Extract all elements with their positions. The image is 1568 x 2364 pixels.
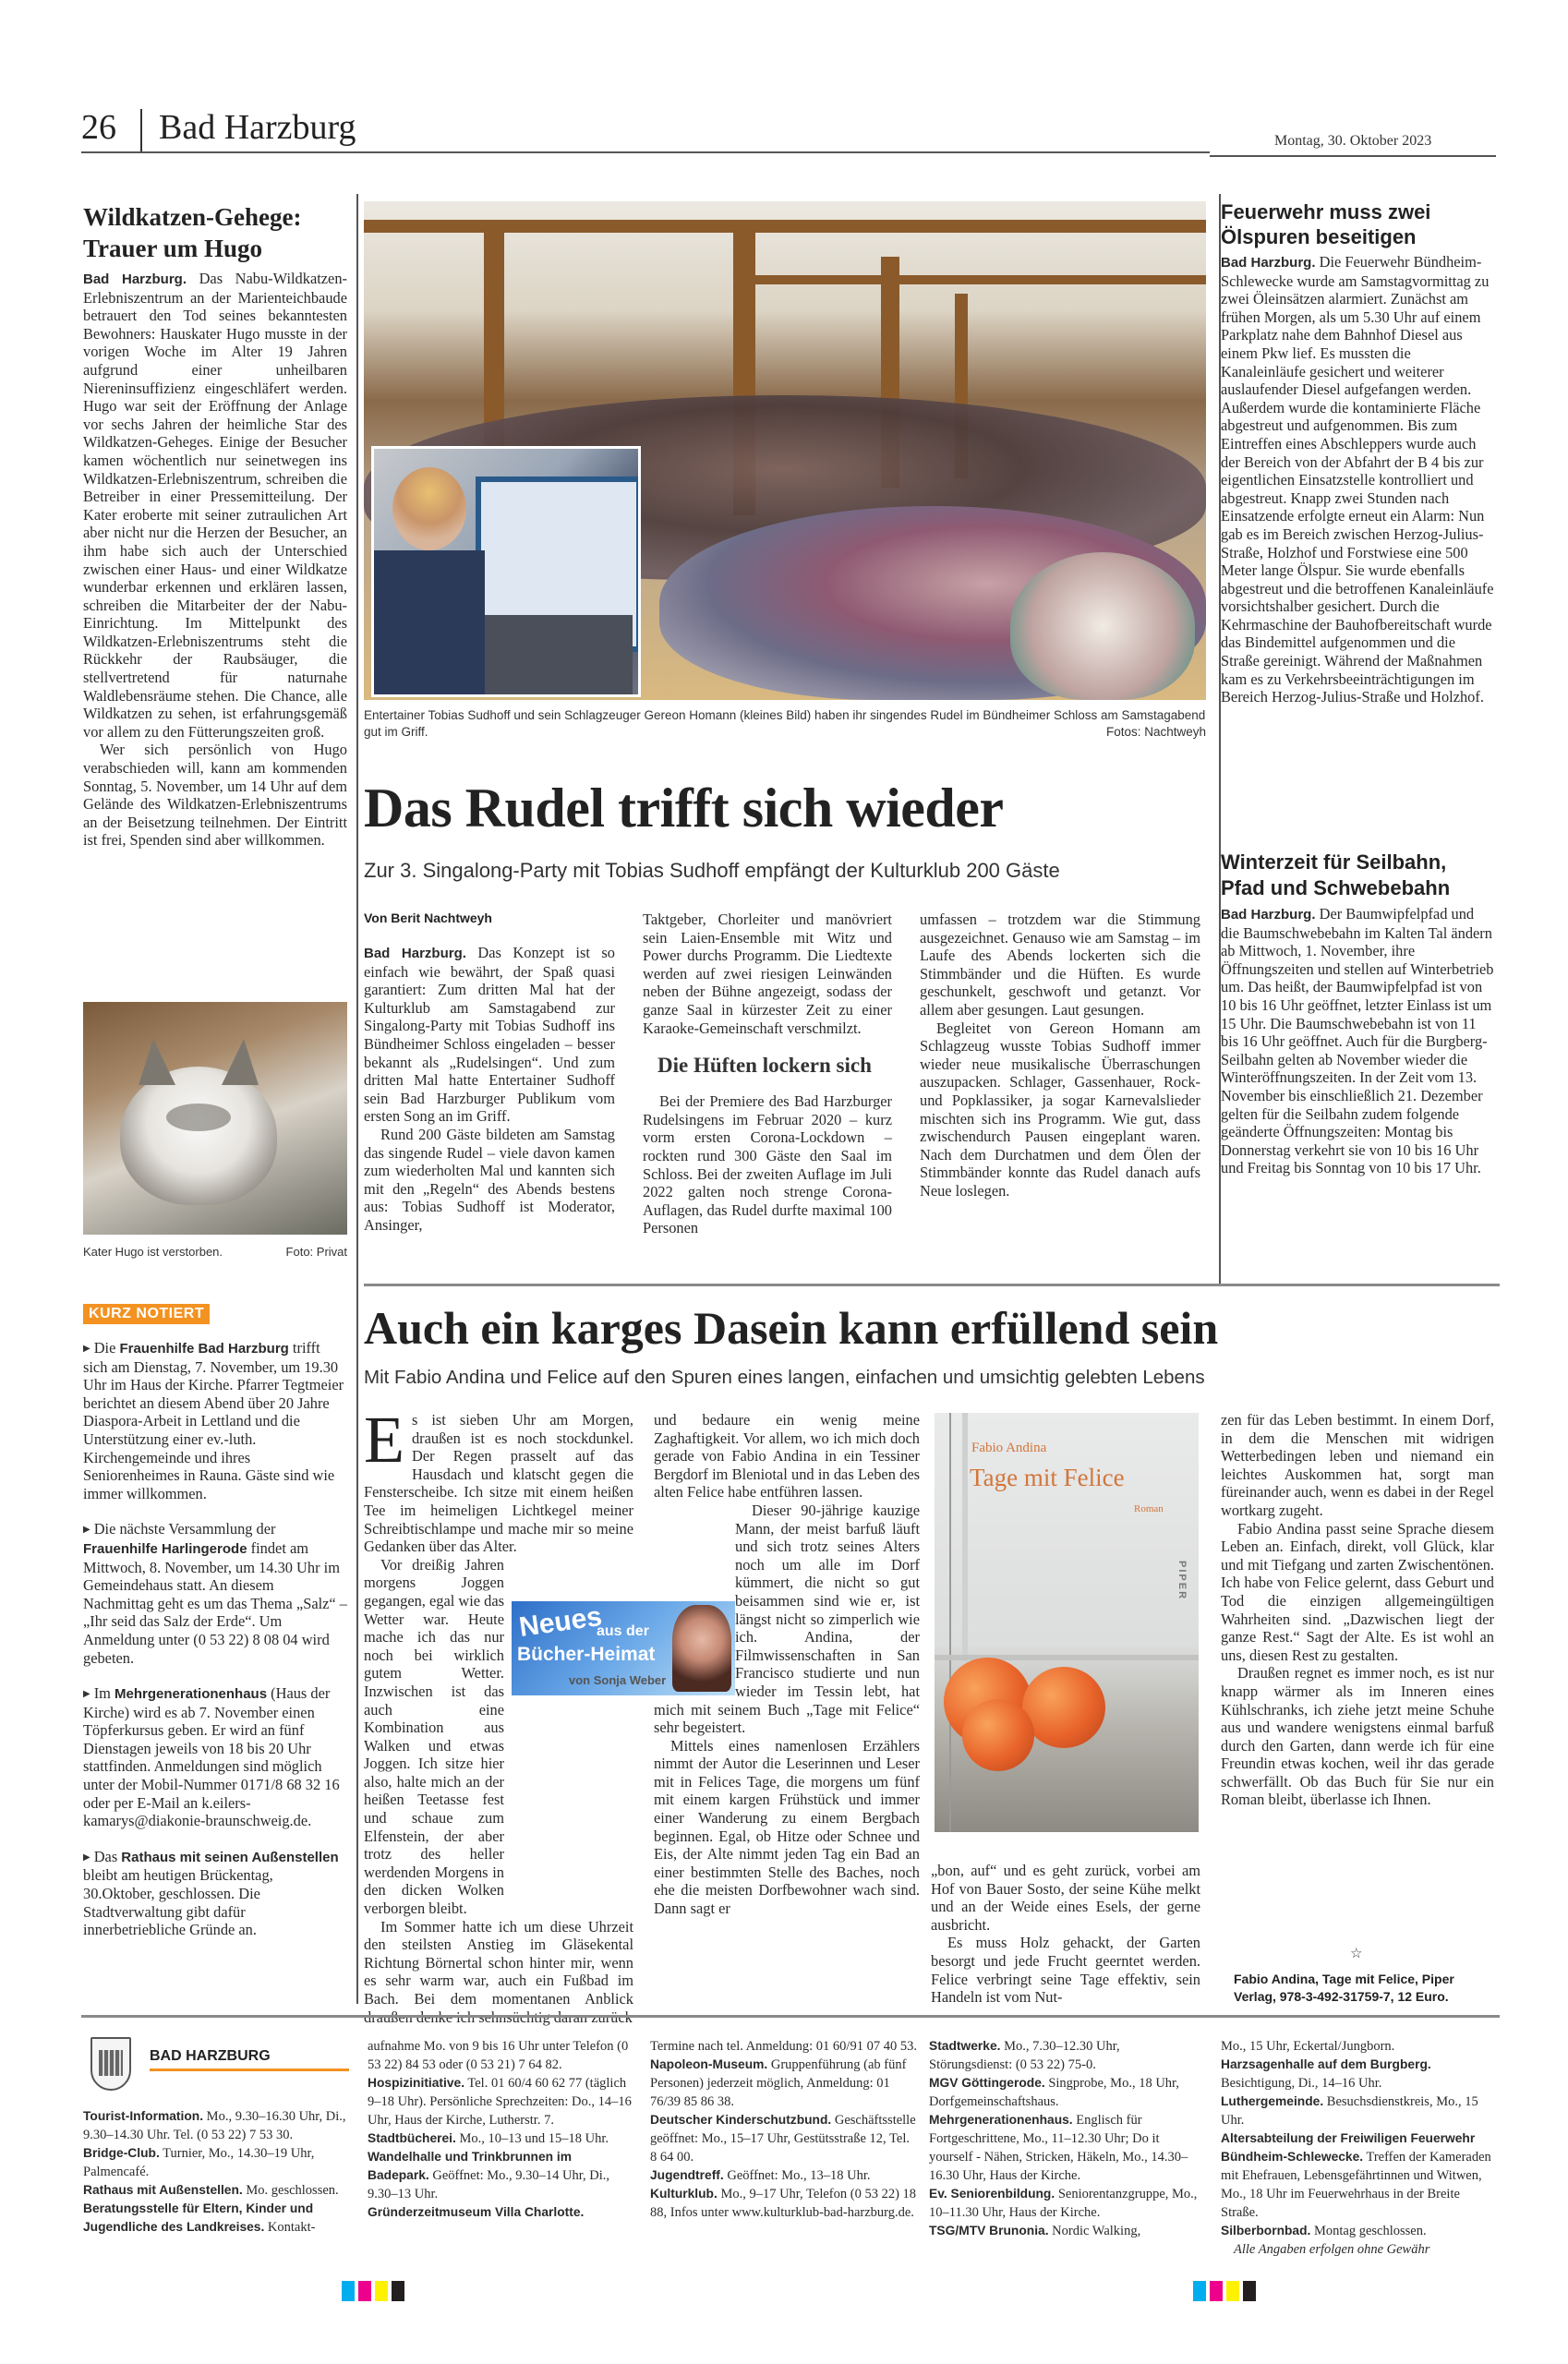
subheading: Die Hüften lockern sich	[657, 1054, 872, 1078]
item-text: findet am Mittwoch, 8. November, um 14.30 Uhr im Gemeindehaus statt. An diesem Nachmittag geht es um das Thema „Salz“ – „Ihr seid das Salz der Erde“. Um Anmeldung unter (0 53 22) 8 08 04 wird gebeten.	[83, 1538, 347, 1667]
kurz-notiert-badge: KURZ NOTIERT	[83, 1304, 210, 1324]
entry-name: Hospizinitiative.	[368, 2076, 465, 2090]
section-divider	[81, 2015, 1500, 2018]
paragraph: Es muss Holz gehackt, der Garten besorgt und jede Frucht geerntet werden. Felice verbringt seine Tage effektiv, sein Handeln ist vom Nut-	[931, 1934, 1200, 2007]
paragraph: Begleitet von Gereon Homann am Schlagzeug wusste Tobias Sudhoff immer wieder neue musikalische Überraschungen auszupacken. Schlager, Gassenhauer, Rock- und Popklassiker, ja sogar Karnevalslieder mischten sich ins Programm. Wie gut, dass zwischendurch Pausen eingeplant waren. Nach dem Durchatmen und dem Ölen der Stimmbänder konnte das Rudel danach aufs Neue loslegen.	[920, 1019, 1200, 1200]
entry-text: Mo., 10–13 und 15–18 Uhr.	[455, 2131, 609, 2146]
coat-of-arms-icon	[90, 2037, 131, 2091]
directory-entry	[929, 2074, 1206, 2111]
entry-text: Mo., 9.30–16.30 Uhr, Di., 9.30–14.30 Uhr. Tel. (0 53 22) 7 53 30.	[83, 2109, 346, 2142]
paragraph: Wer sich persönlich von Hugo verabschieden will, kann am kommenden Sonntag, 5. November, um 14 Uhr auf dem Gelände des Wildkatzen-Erlebniszentrums an der Beisetzung teilnehmen. Der Eintritt ist frei, Spenden sind aber willkommen.	[83, 741, 347, 850]
directory-entry	[1221, 2056, 1498, 2093]
paragraph: „bon, auf“ und es geht zurück, vorbei am Hof von Bauer Sosto, der seine Kühe melkt und an der Weide eines Esels, der gerne ausbricht.	[931, 1862, 1200, 1934]
color-swatch	[358, 2281, 371, 2301]
rudel-column-3	[920, 911, 1200, 1200]
paragraph: Das Konzept ist so einfach wie bewährt, der Spaß quasi garantiert: Zum dritten Mal hat der Kulturklub am Samstagabend zur Singalong-Party mit Tobias Sudhoff ins Bündheimer Schloss eingeladen – besser bekannt als „Rudelsingen“. Und zum dritten Mal hatte Entertainer Sudhoff sein Bad Harzburger Publikum vom ersten Song an im Griff.	[364, 944, 615, 1126]
directory-entry	[1221, 2037, 1498, 2056]
header-separator	[140, 109, 142, 151]
triangle-bullet-icon: ▶	[83, 1851, 90, 1863]
directory-column-1	[83, 2107, 351, 2237]
photo-credit: Fotos: Nachtweyh	[1105, 725, 1206, 739]
photo-credit: Foto: Privat	[285, 1245, 347, 1259]
directory-column-2	[368, 2037, 635, 2222]
item-highlight: Frauenhilfe Harlingerode	[83, 1540, 247, 1557]
paragraph: Fabio Andina passt seine Sprache diesem Leben an. Einfach, direkt, voll Glück, klar und mit Tiefgang und zarten Zwischentönen. Ich habe von Felice gelernt, dass Geburt und Tod die einzigen allgemeingültigen Wahrheiten sind. „Dazwischen liegt der ganze Rest.“ Sagt der Alte. Es ist wohl an uns, diesen Rest zu gestalten.	[1221, 1519, 1494, 1664]
color-swatch	[375, 2281, 388, 2301]
directory-entry	[83, 2200, 351, 2237]
directory-entry	[929, 2037, 1206, 2074]
column-badge-neues-aus-der-buecher-heimat	[512, 1601, 735, 1695]
item-text: Die	[93, 1339, 120, 1357]
entry-name: Gründerzeitmuseum Villa Charlotte.	[368, 2205, 585, 2219]
entry-text: Montag geschlossen.	[1310, 2224, 1427, 2238]
caption-text: Entertainer Tobias Sudhoff und sein Schlagzeuger Gereon Homann (kleines Bild) haben ihr singendes Rudel im Bündheimer Schloss am Samstagabend gut im Griff.	[364, 708, 1206, 739]
directory-column-4	[929, 2037, 1206, 2240]
entry-text: Termine nach tel. Anmeldung: 01 60/91 07 40 53.	[650, 2039, 917, 2054]
caption-text: Kater Hugo ist verstorben.	[83, 1245, 223, 1259]
directory-entry	[929, 2185, 1206, 2222]
list-item	[83, 1848, 347, 1939]
directory-entry	[368, 2037, 635, 2074]
directory-entry	[368, 2074, 635, 2129]
persimmon	[1022, 1667, 1105, 1748]
directory-column-5	[1221, 2037, 1498, 2259]
byline: Von Berit Nachtweyh	[364, 911, 492, 925]
entry-text: Singprobe, Mo., 18 Uhr, Dorfgemeinschaftshaus.	[929, 2076, 1179, 2109]
entry-name: Wandelhalle und Trinkbrunnen im Badepark.	[368, 2150, 573, 2182]
author-portrait	[672, 1605, 731, 1692]
winter-article-body	[1221, 905, 1494, 1177]
entry-name: Ev. Seniorenbildung.	[929, 2187, 1055, 2201]
entry-name: Napoleon-Museum.	[650, 2057, 768, 2071]
directory-entry	[368, 2148, 635, 2203]
entry-text: Mo., 15 Uhr, Eckertal/Jungborn.	[1221, 2039, 1395, 2054]
rudel-column-1	[364, 944, 615, 1235]
entry-name: Kulturklub.	[650, 2187, 718, 2201]
book-info: Fabio Andina, Tage mit Felice, Piper Verlag, 978-3-492-31759-7, 12 Euro.	[1234, 1972, 1454, 2004]
triangle-bullet-icon: ▶	[83, 1525, 90, 1536]
directory-entry	[1221, 2129, 1498, 2222]
star-separator-icon: ☆	[1350, 1945, 1363, 1961]
winter-article-title: Winterzeit für Seilbahn, Pfad und Schwebebahn	[1221, 850, 1451, 899]
color-swatch	[342, 2281, 355, 2301]
paragraph: Im Sommer hatte ich um diese Uhrzeit den steilsten Anstieg im Gläsekental Richtung Börnertal schon hinter mir, wenn es sehr warm war, auch ein Fußbad im Bach. Bei dem momentanen Anblick	[364, 1917, 633, 2008]
paragraph: Mittels eines namenlosen Erzählers nimmt der Autor die Leserinnen und Leser mit in Felices Tage, die morgens um fünf mit einem kargen Frühstück und immer einer Wanderung zu einem Bergbach beginnen. Egal, ob Hitze oder Schnee und Eis, der Alte nimmt jeden Tag ein Bad an einer bestimmten Stelle des Baches, noch ehe die meisten Dorfbewohner wach sind. Dann sagt er	[654, 1736, 920, 1918]
cover-author: Fabio Andina	[971, 1441, 1047, 1455]
badge-heimat: Bücher-Heimat	[517, 1644, 656, 1665]
paragraph: und bedaure ein wenig meine Zaghaftigkeit. Vor allem, wo ich mich doch gerade von Fabio Andina in ein Tessiner Bergdorf im Bleniotal und in das Leben des alten Felice habe entführen lassen.	[654, 1411, 920, 1502]
entry-text: Gruppenführung (ab fünf Personen) jederzeit möglich, Anmeldung: 01 76/39 85 86 38.	[650, 2057, 907, 2109]
entry-name: TSG/MTV Brunonia.	[929, 2224, 1049, 2237]
book-cover	[935, 1413, 1199, 1832]
badge-word: Neues	[517, 1601, 604, 1644]
paragraph: zen für das Leben bestimmt. In einem Dorf, in dem die Menschen mit widrigen Wetterbedingen leben und niemand ein leichtes Auskommen hat, sorgt man füreinander auch, wenn es dabei in der Regel wortkarg zugeht.	[1221, 1411, 1494, 1519]
entry-name: Altersabteilung der Freiwiligen Feuerwehr Bündheim-Schlewecke.	[1221, 2131, 1476, 2164]
print-color-marks	[1193, 2281, 1256, 2301]
color-swatch	[1193, 2281, 1206, 2301]
paragraph: Die Feuerwehr Bündheim-Schlewecke wurde am Samstagvormittag zu zwei Öleinsätzen alarmiert. Zunächst am frühen Morgen, als um 5.30 Uhr auf einem Parkplatz nahe dem Bahnhof Diesel aus einem Pkw lief. Es mussten die Kanaleinläufe gesichert und weiterer auslaufender Diesel aufgefangen werden. Außerdem wurde die kontaminierte Fläche abgestreut und aufgenommen. Bis zum Eintreffen eines Abschleppers wurde auch der Bereich von der Abfahrt der B 4 bis zur eigentlichen Einsatzstelle kontrolliert und abgestreut. Knapp zwei Stunden nach Einsatzende erfolgte erneut ein Alarm: Nun gab es im Bereich zwischen Herzog-Julius-Straße, Holzhof und Forstwiese eine 500 Meter lange Ölspur. Sie wurde ebenfalls abgestreut und die betroffenen Kanaleinläufe vorsichtshalber gesichert. Durch die Kehrmaschine der Bauhofbereitschaft wurde das Bindemittel aufgenommen und die Straße gereinigt. Während der Maßnahmen kam es zu Verkehrsbeeinträchtigungen im Bereich Herzog-Julius-Straße und Holzhof.	[1221, 253, 1494, 706]
cat-hugo-photo	[83, 1002, 347, 1235]
entry-text: Kontakt-	[264, 2220, 316, 2235]
page-number: 26	[81, 108, 116, 147]
directory-column-3	[650, 2037, 918, 2222]
rudel-article-title: Das Rudel trifft sich wieder	[364, 778, 1004, 838]
triangle-bullet-icon: ▶	[83, 1344, 90, 1354]
entry-text: Treffen der Kameraden mit Ehefrauen, Lebensgefährtinnen und Witwen, Mo., 18 Uhr im Feuerwehrhaus in der Breite Straße.	[1221, 2150, 1491, 2220]
entry-name: Deutscher Kinderschutzbund.	[650, 2113, 832, 2127]
feuerwehr-article-title: Feuerwehr muss zwei Ölspuren beseitigen	[1221, 200, 1431, 248]
entry-text: Besichtigung, Di., 14–16 Uhr.	[1221, 2076, 1382, 2091]
list-item	[83, 1684, 347, 1830]
color-swatch	[1210, 2281, 1223, 2301]
paragraph: Bei der Premiere des Bad Harzburger Rudelsingens im Februar 2020 – kurz vorm ersten Corona-Lockdown – rockten rund 300 Gäste den Saal im Schloss. Bei der zweiten Auflage im Juli 2022 galten noch strenge Corona-Auflagen, das Rudel durfte maximal 100 Personen	[643, 1092, 892, 1237]
book-article-title: Auch ein karges Dasein kann erfüllend sein	[364, 1302, 1219, 1354]
cover-genre: Roman	[1134, 1503, 1164, 1514]
directory-entry	[929, 2111, 1206, 2185]
hugo-article-body	[83, 270, 347, 850]
list-item	[83, 1520, 347, 1667]
entry-name: MGV Göttingerode.	[929, 2076, 1045, 2090]
rudel-article-subtitle: Zur 3. Singalong-Party mit Tobias Sudhoff empfängt der Kulturklub 200 Gäste	[364, 859, 1060, 882]
color-swatch	[1226, 2281, 1239, 2301]
directory-entry	[1221, 2222, 1498, 2240]
entry-name: Jugendtreff.	[650, 2168, 724, 2182]
entry-text: Englisch für Fortgeschrittene, Mo., 11–12.30 Uhr; Do it yourself - Nähen, Stricken, Häkeln, Mo., 14.30–16.30 Uhr, Haus der Kirche.	[929, 2113, 1188, 2183]
column-divider	[356, 194, 358, 2004]
book-article-subtitle: Mit Fabio Andina und Felice auf den Spuren eines langen, einfachen und umsichtig gelebten Lebens	[364, 1367, 1205, 1388]
badge-aus: aus der	[597, 1623, 649, 1639]
paragraph: Rund 200 Gäste bildeten am Samstag das singende Rudel – viele davon kamen zum wiederholten Mal und kannten sich mit den „Regeln“ des Abends bestens aus: Tobias Sudhoff ist Moderator, Ansinger,	[364, 1125, 615, 1234]
entry-text: Mo., 7.30–12.30 Uhr, Störungsdienst: (0 53 22) 75-0.	[929, 2039, 1120, 2072]
persimmon	[962, 1699, 1034, 1771]
directory-entry	[368, 2203, 635, 2222]
directory-entry	[650, 2166, 918, 2185]
directory-title-underline	[150, 2068, 349, 2071]
book-column-4	[1221, 1411, 1494, 1809]
entry-name: Luthergemeinde.	[1221, 2094, 1324, 2108]
directory-entry	[83, 2144, 351, 2181]
entry-text: Nordic Walking,	[1048, 2224, 1141, 2238]
color-swatch	[392, 2281, 404, 2301]
book-column-1	[364, 1403, 633, 2026]
entry-text: aufnahme Mo. von 9 bis 16 Uhr unter Telefon (0 53 22) 84 53 oder (0 53 21) 7 64 82.	[368, 2039, 629, 2072]
list-item	[83, 1339, 347, 1502]
cat-photo-caption	[83, 1245, 347, 1259]
entry-name: Beratungsstelle für Eltern, Kinder und Jugendliche des Landkreises.	[83, 2201, 314, 2234]
issue-date: Montag, 30. Oktober 2023	[1274, 133, 1432, 149]
item-text: Im	[93, 1684, 115, 1703]
ceiling-beam	[733, 275, 1206, 284]
entry-name: Rathaus mit Außenstellen.	[83, 2183, 243, 2197]
dateline: Bad Harzburg.	[83, 271, 187, 287]
directory-entry	[650, 2056, 918, 2111]
paragraph: Dieser 90-jährige kauzige Mann, der meist barfuß läuft und sich trotz seines Alters noch um alle im Dorf kümmert, die nicht so gut beisammen sind wie er, ist längst nicht so zimperlich wie ich. Andina, der Filmwissenschaften in San Francisco studierte und nun wieder im Tessin lebt, hat mich mit seinem Buch „Tage mit Felice“ sehr begeistert.	[654, 1501, 920, 1737]
directory-entry	[1221, 2093, 1498, 2129]
item-text: bleibt am heutigen Brückentag, 30.Oktober, geschlossen. Die Stadtverwaltung gibt dafür innerbetriebliche Gründe an.	[83, 1866, 273, 1939]
triangle-bullet-icon: ▶	[83, 1689, 90, 1700]
color-swatch	[1243, 2281, 1256, 2301]
header-rule-right	[1210, 155, 1496, 157]
entry-name: Mehrgenerationenhaus.	[929, 2113, 1073, 2127]
book-column-3	[931, 1862, 1200, 2007]
rudelsingen-photo	[364, 201, 1206, 700]
entry-text: Geöffnet: Mo., 13–18 Uhr.	[723, 2168, 871, 2183]
cover-title: Tage mit Felice	[970, 1464, 1125, 1491]
feuerwehr-article-body	[1221, 253, 1494, 706]
drop-cap: E	[364, 1403, 404, 1477]
disclaimer: Alle Angaben erfolgen ohne Gewähr	[1234, 2242, 1430, 2257]
section-divider	[364, 1284, 1500, 1286]
dateline: Bad Harzburg.	[1221, 255, 1316, 271]
directory-entry	[83, 2181, 351, 2200]
entry-text: Seniorentanzgruppe, Mo., 10–11.30 Uhr, Haus der Kirche.	[929, 2187, 1198, 2220]
paragraph: Das Nabu-Wildkatzen-Erlebniszentrum an der Marienteichbaude betrauert den Tod seines bekanntesten Bewohners: Hauskater Hugo musste in der vorigen Woche im Alter 19 Jahren aufgrund einer unheilbaren Niereninsuffizienz eingeschläfert werden. Hugo war seit der Eröffnung der Anlage vor sechs Jahren der heimliche Star des Wildkatzen-Geheges. Einige der Besucher kamen wöchentlich nur seinetwegen ins Wildkatzen-Erlebniszentrum, schreiben die Betreiber in einer Pressemitteilung. Der Kater eroberte mit seiner zutraulichen Art aber nicht nur die Herzen der Besucher, an ihm habe sich auch der Unterschied zwischen einer Haus- und einer Wildkatze wunderbar erkennen und erklären lassen, schreiben die Mitarbeiter der der Nabu-Einrichtung. Im Mittelpunkt des Wildkatzen-Erlebniszentrums steht die Rückkehr der Raubsäuger, die stellvertretend für naturnahe Waldlebensräume stehen. Die Chance, alle Wildkatzen zu sehen, ist erfahrungsgemäß vor allem zu den Fütterungszeiten groß.	[83, 270, 347, 741]
item-highlight: Mehrgenerationenhaus	[115, 1686, 268, 1703]
kurz-notiert-list	[83, 1339, 347, 1957]
badge-author: von Sonja Weber	[569, 1673, 667, 1687]
entry-name: Harzsagenhalle auf dem Burgberg.	[1221, 2057, 1431, 2071]
entry-text: Geschäftsstelle geöffnet: Mo., 15–17 Uhr, Gestütsstraße 12, Tel. 8 64 00.	[650, 2113, 916, 2165]
dateline: Bad Harzburg.	[364, 946, 466, 961]
inset-photo-entertainer	[371, 446, 641, 697]
paragraph: umfassen – trotzdem war die Stimmung ausgezeichnet. Genauso wie am Samstag – im Laufe des Abends lockerten sich die Stimmbänder und die Hüften. Es wurde geschunkelt, geschwoft und getanzt. Vor allem aber gesungen. Laut gesungen.	[920, 911, 1200, 1019]
paragraph: Taktgeber, Chorleiter und manövriert sein Laien-Ensemble mit Witz und Power durchs Programm. Die Liedtexte werden auf zwei riesigen Leinwänden neben der Bühne angezeigt, sodass der ganze Saal in kürzester Zeit zu einer Karaoke-Gemeinschaft verschmilzt.	[643, 911, 892, 1037]
paragraph: Der Baumwipfelpfad und die Baumschwebebahn im Kalten Tal ändern ab Mittwoch, 1. November, ihre Öffnungszeiten und stellen auf Winterbetrieb um. Das heißt, der Baumwipfelpfad ist von 10 bis 16 Uhr geöffnet, letzter Einlass ist um 15 Uhr. Die Baumschwebebahn ist von 11 bis 16 Uhr geöffnet. Auch für die Burgberg-Seilbahn gelten ab November wieder die Winteröffnungszeiten. In der Zeit vom 13. November bis einschließlich 21. Dezember gelten für die Seilbahn zudem folgende geänderte Öffnungszeiten: Montag bis Donnerstag verkehrt sie von 10 bis 16 Uhr und Freitag bis Sonntag von 10 bis 17 Uhr.	[1221, 905, 1494, 1177]
directory-entry	[368, 2129, 635, 2148]
section-title: Bad Harzburg	[159, 108, 356, 147]
item-text: Die nächste Versammlung der	[93, 1520, 276, 1538]
dateline: Bad Harzburg.	[1221, 907, 1316, 923]
entry-text: Mo. geschlossen.	[242, 2183, 339, 2198]
entry-text: Mo., 9–17 Uhr, Telefon (0 53 22) 18 88, Infos unter www.kulturklub-bad-harzburg.de.	[650, 2187, 917, 2220]
entry-name: Stadtwerke.	[929, 2039, 1001, 2053]
item-text: (Haus der Kirche) wird es ab 7. November einen Töpferkursus geben. Er wird an fünf Dienstagen jeweils von 18 bis 20 Uhr stattfinden. Anmeldungen sind möglich unter der Mobil-Nummer 0171/8 68 32 16 oder per E-Mail an k.eilers-kamarys@diakonie-braunschweig.de.	[83, 1684, 340, 1830]
entry-name: Tourist-Information.	[83, 2109, 204, 2123]
item-highlight: Frauenhilfe Bad Harzburg	[119, 1341, 289, 1357]
directory-entry	[650, 2111, 918, 2166]
directory-title: BAD HARZBURG	[150, 2048, 271, 2064]
paragraph: Vor dreißig Jahren morgens Joggen gegangen, egal wie das Wetter war. Heute mache ich das nur noch bei wirklich gutem Wetter. Inzwischen ist das auch eine Kombination aus Walken und etwas Joggen. Ich sitze hier also, halte mich an der heißen Teetasse fest und schaue zum Elfenstein, der aber trotz des heller werdenden Morgens in den dicken Wolken verborgen bleibt.	[364, 1555, 505, 1918]
print-color-marks	[342, 2281, 404, 2301]
item-highlight: Rathaus mit seinen Außenstellen	[121, 1849, 339, 1865]
header-rule	[81, 151, 1210, 153]
entry-name: Bridge-Club.	[83, 2146, 160, 2160]
entry-text: Besuchsdienstkreis, Mo., 15 Uhr.	[1221, 2094, 1478, 2128]
entry-text: Geöffnet: Mo., 9.30–14 Uhr, Di., 9.30–13 Uhr.	[368, 2168, 610, 2201]
rudel-column-2	[643, 911, 892, 1237]
directory-entry	[929, 2222, 1206, 2240]
cover-publisher: PIPER	[1176, 1561, 1188, 1601]
main-photo-caption	[364, 707, 1206, 741]
paragraph: s ist sieben Uhr am Morgen, draußen ist es noch stockdunkel. Der Regen prasselt auf das Hausdach und klatscht gegen die Fensterscheibe. Ich sitze mit einem heißen Tee im heimeligen Lichtkegel meiner Schreibtischlampe und mache mir so meine Gedanken über das Alter.	[364, 1411, 633, 1556]
directory-entry	[650, 2037, 918, 2056]
item-text: Das	[93, 1847, 122, 1865]
hugo-article-title: Wildkatzen-Gehege: Trauer um Hugo	[83, 203, 302, 262]
item-text: trifft sich am Dienstag, 7. November, um 19.30 Uhr im Haus der Kirche. Pfarrer Tegtmeier berichtet an diesem Abend über 20 Jahre Diaspora-Arbeit in Lettland und die Unterstützung einer ev.-luth. Kirchengemeinde und ihres Seniorenheimes in Rauna. Gäste sind wie immer willkommen.	[83, 1339, 344, 1502]
entry-name: Stadtbücherei.	[368, 2131, 456, 2145]
paragraph: Draußen regnet es immer noch, es ist nur knapp wärmer als im Inneren eines Kühlschranks, ich ziehe jetzt meine Schuhe aus und wandere wenigstens einmal barfuß durch den Garten, dann werde ich für eine Freundin etwas kochen, weil ihr das gerade schwerfällt. Ob das Buch für Sie nur ein Roman bleibt, überlasse ich Ihnen.	[1221, 1664, 1494, 1809]
entry-text: Turnier, Mo., 14.30–19 Uhr, Palmencafé.	[83, 2146, 315, 2179]
directory-entry	[83, 2107, 351, 2144]
entry-text: Tel. 01 60/4 60 62 77 (täglich 9–18 Uhr). Persönliche Sprechzeiten: Do., 14–16 Uhr, Haus der Kirche, Lutherstr. 7.	[368, 2076, 632, 2128]
directory-entry	[650, 2185, 918, 2222]
entry-name: Silberbornbad.	[1221, 2224, 1311, 2237]
